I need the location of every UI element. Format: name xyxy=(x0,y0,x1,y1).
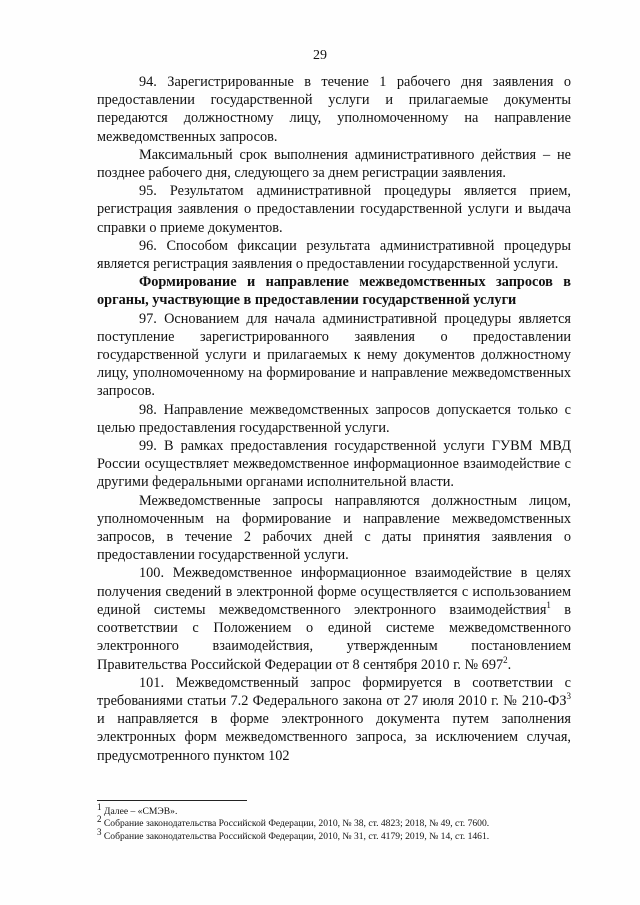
paragraph-100 xyxy=(97,564,571,673)
footnote-ref-1: 1 xyxy=(546,600,551,611)
paragraph-94: 94. Зарегистрированные в течение 1 рабочего дня заявления о предоставлении государственной услуги и прилагаемые документы передаются должностному лицу, уполномоченному на направление межведомственных запросов. xyxy=(97,74,571,145)
footnote-ref-2: 2 xyxy=(503,654,508,665)
paragraph-100-text-1: 100. Межведомственное информационное взаимодействие в целях получения сведений в электронной форме осуществляется с использованием единой системы межведомственного электронного взаимодействия xyxy=(97,565,571,618)
document-body xyxy=(97,73,571,765)
paragraph-94-deadline: Максимальный срок выполнения административного действия – не позднее рабочего дня, следующего за днем регистрации заявления. xyxy=(97,146,571,182)
footnote-1-number: 1 xyxy=(97,801,102,812)
paragraph-101-text-1: 101. Межведомственный запрос формируется в соответствии с требованиями статьи 7.2 Федерального закона от 27 июля 2010 г. № 210-ФЗ xyxy=(97,674,571,709)
page-number: 29 xyxy=(313,48,327,63)
footnote-1-text: Далее – «СМЭВ». xyxy=(101,806,178,817)
footnote-1 xyxy=(97,801,577,818)
paragraph-100-text-3: . xyxy=(507,656,512,673)
footnote-2 xyxy=(97,814,577,830)
footnote-2-number: 2 xyxy=(97,814,102,825)
paragraph-99: 99. В рамках предоставления государственной услуги ГУВМ МВД России осуществляет межведомственное информационное взаимодействие с другими федеральными органами исполнительной власти. xyxy=(97,438,571,491)
section-heading: Формирование и направление межведомственных запросов в органы, участвующие в предоставлении государственной услуги xyxy=(97,274,571,309)
footnote-3-text: Собрание законодательства Российской Федерации, 2010, № 31, ст. 4179; 2019, № 14, ст. 1461. xyxy=(101,830,490,842)
paragraph-97: 97. Основанием для начала административной процедуры является поступление зарегистрированного заявления о предоставлении государственной услуги и прилагаемых к нему документов должностному лицу, уполномоченному на формирование и направление межведомственных запросов. xyxy=(97,310,571,400)
paragraph-100-text-2: в соответствии с Положением о единой системе межведомственного электронного взаимодействия, утвержденным постановлением Правительства Российской Федерации от 8 сентября 2010 г. № 697 xyxy=(97,601,572,673)
footnote-ref-3: 3 xyxy=(566,691,571,702)
paragraph-98: 98. Направление межведомственных запросов допускается только с целью предоставления государственной услуги. xyxy=(97,401,571,436)
footnote-divider xyxy=(97,800,247,801)
paragraph-101-text-2: и направляется в форме электронного документа путем заполнения электронных форм межведомственного запроса, за исключением случая, предусмотренного пунктом 102 xyxy=(97,711,571,764)
paragraph-96: 96. Способом фиксации результата административной процедуры является регистрация заявления о предоставлении государственной услуги. xyxy=(97,237,571,273)
paragraph-95: 95. Результатом административной процедуры является прием, регистрация заявления о предоставлении государственной услуги и выдача справки о приеме документов. xyxy=(97,183,571,236)
footnotes xyxy=(97,801,577,843)
paragraph-99-requests: Межведомственные запросы направляются должностным лицом, уполномоченным на формирование и направление межведомственных запросов, в течение 2 рабочих дней с даты принятия заявления о предоставлении государственной услуги. xyxy=(97,492,571,564)
footnote-3-number: 3 xyxy=(97,826,102,837)
footnote-2-text: Собрание законодательства Российской Федерации, 2010, № 38, ст. 4823; 2018, № 49, ст. 7600. xyxy=(101,818,490,830)
paragraph-101 xyxy=(97,674,571,765)
footnote-3 xyxy=(97,826,577,843)
